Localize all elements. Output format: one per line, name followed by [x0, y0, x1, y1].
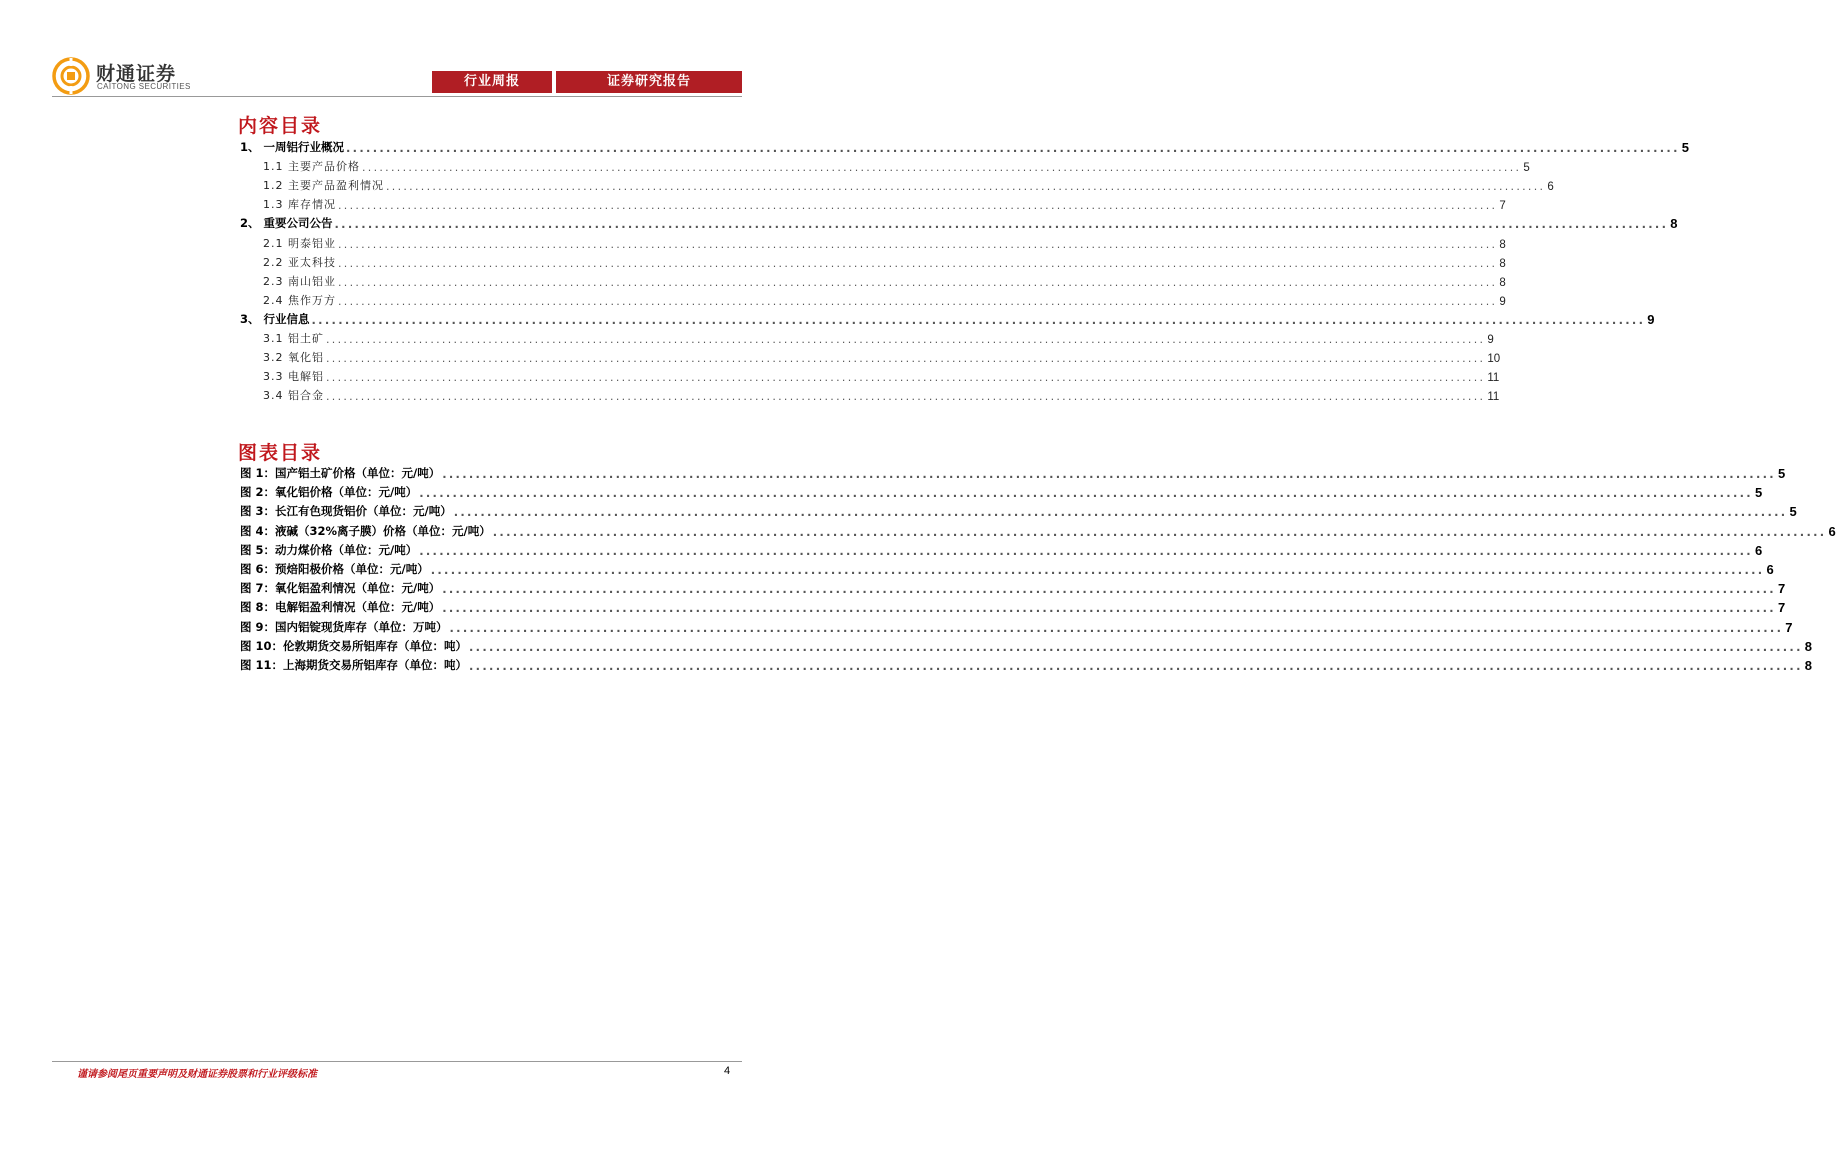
entry-label: 2.2 亚太科技: [263, 255, 336, 269]
figure-entry[interactable]: [240, 596, 1786, 616]
toc-entry[interactable]: [263, 232, 1506, 251]
dot-leader: ........................................................................................................................................................................................................: [334, 217, 1669, 232]
entry-label: 3.1 铝土矿: [263, 332, 324, 345]
toc-entry[interactable]: [263, 270, 1506, 289]
entry-page-number: 6: [1547, 181, 1554, 194]
dot-leader: ........................................................................................................................................................................................................: [442, 601, 1776, 616]
logo-english-name: CAITONG SECURITIES: [97, 82, 191, 91]
entry-page-number: 11: [1487, 372, 1500, 385]
dot-leader: ........................................................................................................................................................................................................: [338, 294, 1498, 308]
dot-leader: ........................................................................................................................................................................................................: [326, 390, 1486, 404]
dot-leader: ........................................................................................................................................................................................................: [362, 161, 1522, 175]
entry-label: 图 4：液碱（32%离子膜）价格（单位：元/吨）: [240, 523, 491, 538]
entry-label: 2.1 明泰铝业: [263, 236, 336, 250]
toc-entry[interactable]: [263, 384, 1500, 404]
toc-entry[interactable]: [240, 308, 1655, 327]
dot-leader: ........................................................................................................................................................................................................: [326, 371, 1486, 385]
dot-leader: ........................................................................................................................................................................................................: [326, 352, 1486, 366]
dot-leader: ........................................................................................................................................................................................................: [419, 486, 1753, 501]
entry-label: 2、 重要公司公告: [240, 216, 333, 231]
entry-label: 图 7：氧化铝盈利情况（单位：元/吨）: [240, 581, 441, 596]
figure-entry[interactable]: [240, 635, 1812, 654]
footer-divider: [52, 1061, 742, 1062]
page-number: 4: [724, 1065, 731, 1077]
entry-page-number: 5: [1789, 504, 1797, 520]
entry-page-number: 11: [1487, 391, 1500, 404]
entry-label: 3.2 氧化铝: [263, 351, 324, 365]
figure-entry[interactable]: [240, 654, 1812, 673]
entry-page-number: 8: [1499, 276, 1506, 289]
entry-label: 1、 一周铝行业概况: [240, 140, 345, 154]
entry-label: 图 8：电解铝盈利情况（单位：元/吨）: [240, 600, 441, 615]
entry-page-number: 9: [1647, 311, 1655, 327]
dot-leader: ........................................................................................................................................................................................................: [492, 524, 1827, 539]
entry-page-number: 6: [1828, 523, 1836, 539]
dot-leader: ........................................................................................................................................................................................................: [338, 199, 1498, 213]
dot-leader: ........................................................................................................................................................................................................: [338, 256, 1498, 270]
entry-label: 3.3 电解铝: [263, 370, 324, 384]
toc-entry[interactable]: [263, 155, 1530, 175]
dot-leader: ........................................................................................................................................................................................................: [346, 141, 1680, 155]
entry-page-number: 5: [1523, 162, 1530, 175]
caitong-logo-icon: [52, 57, 90, 95]
toc-entry[interactable]: [263, 174, 1554, 194]
figure-entry[interactable]: [240, 558, 1774, 577]
entry-page-number: 7: [1499, 200, 1506, 213]
toc-entry[interactable]: [263, 251, 1506, 270]
footer-disclaimer: 谨请参阅尾页重要声明及财通证券股票和行业评级标准: [77, 1069, 317, 1080]
entry-label: 图 9：国内铝锭现货库存（单位：万吨）: [240, 619, 448, 634]
entry-page-number: 8: [1804, 638, 1812, 654]
entry-label: 1.1 主要产品价格: [263, 160, 360, 174]
entry-page-number: 5: [1681, 140, 1689, 155]
dot-leader: ........................................................................................................................................................................................................: [386, 180, 1546, 194]
dot-leader: ........................................................................................................................................................................................................: [442, 582, 1776, 597]
dot-leader: ........................................................................................................................................................................................................: [326, 333, 1486, 346]
entry-page-number: 9: [1499, 295, 1506, 308]
dot-leader: ........................................................................................................................................................................................................: [311, 312, 1646, 327]
entry-page-number: 6: [1754, 542, 1763, 558]
dot-leader: ........................................................................................................................................................................................................: [469, 659, 1803, 673]
entry-page-number: 6: [1766, 562, 1774, 577]
dot-leader: ........................................................................................................................................................................................................: [338, 275, 1498, 289]
entry-label: 图 10：伦敦期货交易所铝库存（单位：吨）: [240, 638, 468, 653]
entry-page-number: 8: [1499, 257, 1506, 270]
figure-entry[interactable]: [240, 539, 1763, 558]
toc-entry[interactable]: [263, 346, 1501, 366]
entry-label: 3、 行业信息: [240, 311, 310, 326]
entry-page-number: 8: [1670, 216, 1678, 232]
entry-label: 图 1：国产铝土矿价格（单位：元/吨）: [240, 466, 441, 480]
toc-entry[interactable]: [240, 136, 1689, 155]
entry-label: 2.4 焦作万方: [263, 293, 336, 307]
entry-label: 1.3 库存情况: [263, 198, 336, 212]
dot-leader: ........................................................................................................................................................................................................: [449, 620, 1784, 635]
entry-page-number: 9: [1487, 334, 1494, 346]
entry-page-number: 7: [1777, 600, 1786, 616]
entry-page-number: 10: [1487, 353, 1501, 366]
figure-entry[interactable]: [240, 616, 1793, 635]
report-category-tag: 证券研究报告: [556, 71, 742, 93]
entry-page-number: 5: [1754, 485, 1763, 501]
figure-entry[interactable]: [240, 462, 1786, 481]
header-divider: [52, 96, 742, 97]
entry-label: 图 3：长江有色现货铝价（单位：元/吨）: [240, 504, 452, 519]
entry-page-number: 7: [1777, 581, 1786, 597]
dot-leader: ........................................................................................................................................................................................................: [430, 563, 1765, 577]
entry-label: 2.3 南山铝业: [263, 274, 336, 288]
toc-entry[interactable]: [263, 365, 1500, 385]
toc-entry[interactable]: [263, 327, 1494, 346]
report-type-tag: 行业周报: [432, 71, 552, 93]
entry-label: 3.4 铝合金: [263, 389, 324, 403]
company-logo: [52, 57, 212, 95]
logo-chinese-name: 财通证券: [96, 63, 177, 85]
entry-label: 图 5：动力煤价格（单位：元/吨）: [240, 542, 418, 557]
entry-label: 图 6：预焙阳极价格（单位：元/吨）: [240, 562, 429, 576]
entry-label: 图 11：上海期货交易所铝库存（单位：吨）: [240, 658, 468, 672]
dot-leader: ........................................................................................................................................................................................................: [469, 639, 1803, 654]
dot-leader: ........................................................................................................................................................................................................: [453, 505, 1788, 520]
toc-entry[interactable]: [263, 193, 1506, 213]
figure-entry[interactable]: [240, 520, 1836, 539]
dot-leader: ........................................................................................................................................................................................................: [419, 543, 1753, 558]
figure-entry[interactable]: [240, 577, 1786, 597]
dot-leader: ........................................................................................................................................................................................................: [338, 237, 1498, 251]
figure-entry[interactable]: [240, 500, 1797, 520]
toc-entry[interactable]: [240, 212, 1678, 232]
entry-label: 1.2 主要产品盈利情况: [263, 179, 384, 193]
entry-page-number: 8: [1804, 658, 1812, 673]
toc-entry[interactable]: [263, 289, 1506, 308]
dot-leader: ........................................................................................................................................................................................................: [442, 467, 1776, 481]
entry-label: 图 2：氧化铝价格（单位：元/吨）: [240, 485, 418, 500]
figures-title: 图表目录: [238, 442, 323, 464]
entry-page-number: 5: [1777, 466, 1786, 481]
figure-entry[interactable]: [240, 481, 1763, 501]
entry-page-number: 7: [1785, 619, 1793, 635]
toc-title: 内容目录: [238, 115, 323, 137]
entry-page-number: 8: [1499, 238, 1506, 251]
